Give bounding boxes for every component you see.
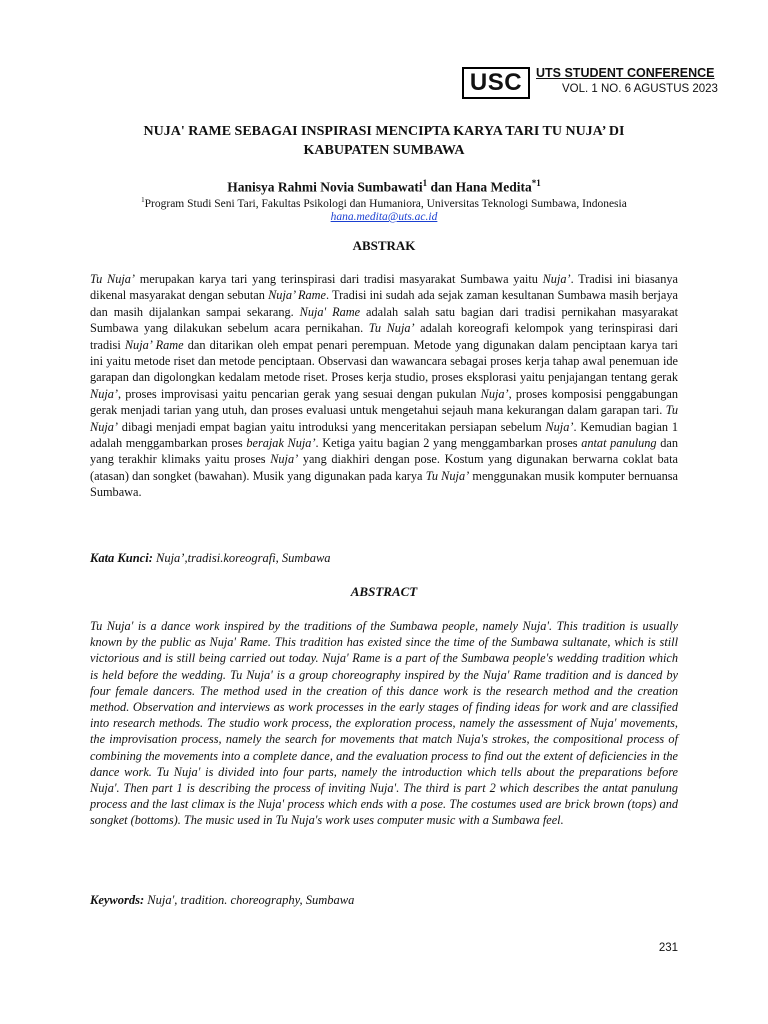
author-email-link[interactable]: hana.medita@uts.ac.id	[330, 211, 438, 223]
conference-name: UTS STUDENT CONFERENCE	[536, 66, 715, 80]
abstrak-term: Nuja’	[545, 419, 574, 434]
abstract-heading: ABSTRACT	[350, 584, 418, 599]
abstrak-text: adalah koreografi kelompok yang terinspirasi dari tradisi	[90, 321, 678, 352]
keywords-label: Keywords:	[90, 893, 145, 907]
abstrak-term: Nuja' Rame	[299, 304, 361, 319]
abstrak-term: Nuja’	[542, 272, 571, 286]
volume-issue: VOL. 1 NO. 6 AGUSTUS 2023	[562, 83, 718, 95]
abstrak-text: dan ditarikan oleh empat penari perempuan. Metode yang digunakan dalam penciptaan karya tari ini yaitu metode riset dan metode penciptaan. Observasi dan wawancara sebagai proses kerja tahap awal penemuan ide garapan dan digolongkan kedalam metode riset. Proses kerja studio, proses eksplorasi yaitu penjajangan tentang gerak	[90, 337, 678, 385]
page-number: 231	[658, 942, 678, 954]
author-2-affiliation-mark: *1	[531, 178, 541, 188]
abstrak-term: Nuja’	[270, 452, 299, 467]
abstrak-term: Tu Nuja’	[90, 272, 136, 286]
abstrak-term: Tu Nuja’	[90, 403, 678, 434]
abstrak-text: dibagi menjadi empat bagian yaitu introduksi yang menceritakan persiapan sebelum	[118, 419, 546, 434]
author-1: Hanisya Rahmi Novia Sumbawati	[227, 179, 423, 195]
usc-logo: USC	[462, 67, 530, 99]
author-line	[90, 178, 678, 196]
affiliation-text: Program Studi Seni Tari, Fakultas Psikologi dan Humaniora, Universitas Teknologi Sumbawa, Indonesia	[144, 197, 627, 210]
affiliation	[80, 196, 688, 210]
abstrak-text: , proses improvisasi yaitu pencarian gerak yang sesuai dengan pukulan	[118, 386, 481, 401]
keywords	[90, 893, 354, 908]
abstrak-term: berajak Nuja’	[246, 436, 316, 451]
author-connector: dan	[427, 179, 456, 195]
abstrak-term: Nuja’ Rame	[124, 337, 184, 352]
kata-kunci	[90, 551, 331, 566]
abstrak-text: dan yang terakhir klimaks yaitu proses	[90, 436, 678, 467]
abstrak-heading: ABSTRAK	[352, 238, 416, 253]
abstrak-term: Nuja’	[90, 386, 119, 401]
abstrak-term: Nuja’ Rame	[268, 288, 326, 303]
abstrak-text: . Tradisi ini biasanya dikenal masyarakat dengan sebutan	[90, 272, 678, 303]
paper-title: NUJA' RAME SEBAGAI INSPIRASI MENCIPTA KARYA TARI TU NUJA’ DI KABUPATEN SUMBAWA	[143, 124, 625, 158]
abstrak-text: merupakan karya tari yang terinspirasi dari tradisi masyarakat Sumbawa yaitu	[135, 272, 543, 286]
abstrak-text: adalah salah satu bagian dari tradisi pernikahan masyarakat Sumbawa yang dilakukan sebelum acara pernikahan.	[90, 304, 678, 336]
abstrak-term: Nuja’	[480, 386, 509, 401]
abstrak-term: Tu Nuja’	[425, 468, 470, 483]
abstrak-text: . Kemudian bagian 1 adalah menggambarkan proses	[90, 419, 678, 451]
abstrak-term: antat panulung	[581, 436, 657, 451]
author-2: Hana Medita	[455, 179, 532, 195]
abstrak-body	[90, 271, 678, 501]
abstrak-text: , proses komposisi penggabungan gerak menjadi tarian yang utuh, dan proses evaluasi untuk mengetahui sejauh mana kekurangan dalam garapan tari.	[90, 386, 678, 418]
abstrak-text: . Tradisi ini sudah ada sejak zaman kesultanan Sumbawa masih berjaya dan masih dijalankan sampai sekarang.	[90, 288, 678, 319]
author-1-affiliation-mark: 1	[422, 178, 428, 188]
abstrak-term: Tu Nuja’	[368, 321, 415, 336]
kata-kunci-text: Nuja’,tradisi.koreografi, Sumbawa	[152, 551, 331, 565]
kata-kunci-label: Kata Kunci:	[90, 551, 153, 565]
abstrak-text: menggunakan musik komputer bernuansa Sumbawa.	[90, 468, 678, 500]
abstrak-text: yang diakhiri dengan pose. Kostum yang digunakan berwarna coklat bata (atasan) dan songket (bawahan). Musik yang digunakan pada karya	[90, 452, 678, 483]
affiliation-mark: 1	[141, 196, 145, 204]
abstract-body: Tu Nuja' is a dance work inspired by the traditions of the Sumbawa people, namely Nuja'. This tradition is usually known by the public as Nuja' Rame. This tradition has existed since the time of the Sumbawa sultanate, which is still victorious and is still being carried out today. Nuja' Rame is a part of the Sumbawa people's wedding tradition which is held before the wedding. Tu Nuja' is a group choreography inspired by the Nuja' Rame tradition and is danced by four female dancers. The method used in the creation of this dance work is the research method and the creation method. Observation and interviews as work processes in the early stages of finding ideas for work and are classified into research methods. The studio work process, the exploration process, namely the assessment of Nuja' movements, the improvisation process, namely the search for movements that match Nuja's strokes, the compositional process of combining the movements into a complete dance, and the evaluation process to find out the extent of deficiencies in the dance work. Tu Nuja' is divided into four parts, namely the introduction which tells about the preparations before Nuja'. Then part 1 is describing the process of inviting Nuja'. The third is part 2 which describes the antat panulung process and the last climax is the Nuja' process which ends with a pose. The costumes used are brick brown (tops) and songket (bottoms). The music used in Tu Nuja's work uses computer music with a Sumbawa feel.	[90, 619, 678, 828]
abstrak-text: . Ketiga yaitu bagian 2 yang menggambarkan proses	[315, 436, 582, 451]
keywords-text: Nuja', tradition. choreography, Sumbawa	[144, 893, 355, 907]
